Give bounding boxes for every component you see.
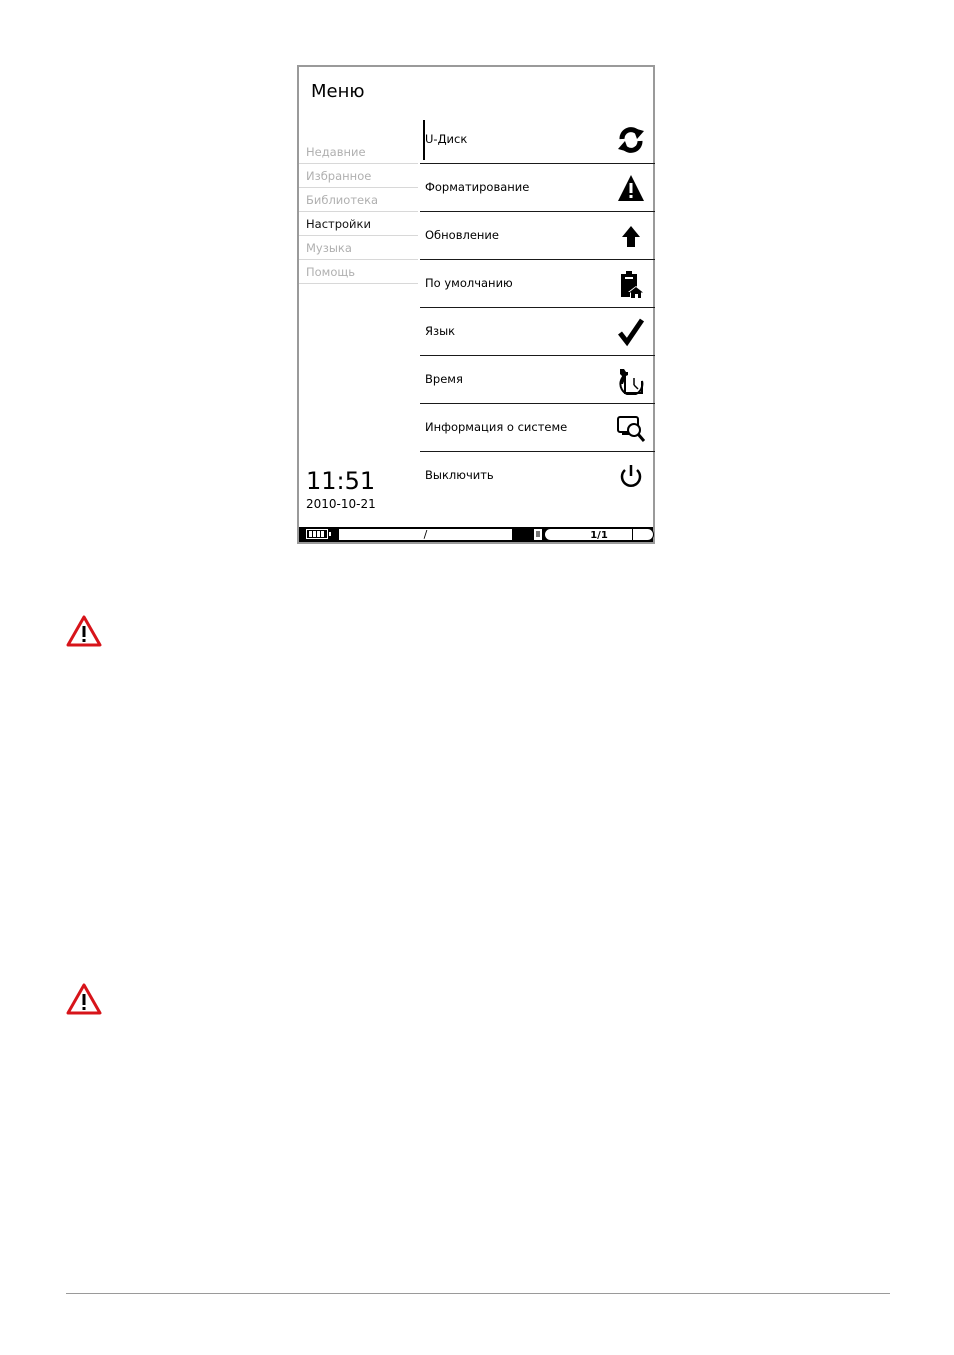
arrow-up-icon — [617, 221, 645, 251]
settings-item-u-disk[interactable] — [420, 116, 655, 164]
settings-item-label: Обновление — [425, 228, 499, 242]
sync-icon — [617, 125, 645, 155]
warning-icon — [617, 173, 645, 203]
warning-icon — [66, 983, 102, 1015]
device-screen — [297, 65, 655, 544]
settings-item-label: U-Диск — [425, 132, 468, 146]
settings-item-language[interactable] — [420, 308, 655, 356]
left-menu-item-music[interactable]: Музыка — [299, 236, 418, 260]
clipboard-home-icon — [617, 269, 645, 299]
path-field: / — [339, 529, 512, 540]
battery-icon — [306, 529, 328, 539]
settings-item-power-off[interactable] — [420, 452, 655, 499]
status-bar — [299, 527, 653, 542]
settings-item-default[interactable] — [420, 260, 655, 308]
settings-item-label: Выключить — [425, 468, 494, 482]
sd-card-icon — [534, 529, 542, 540]
settings-item-system-info[interactable] — [420, 404, 655, 452]
settings-item-label: Форматирование — [425, 180, 530, 194]
left-menu-item-favorites[interactable]: Избранное — [299, 164, 418, 188]
power-icon — [617, 461, 645, 491]
system-info-icon — [617, 413, 645, 443]
settings-item-update[interactable] — [420, 212, 655, 260]
left-menu-item-recent[interactable]: Недавние — [299, 140, 418, 164]
settings-item-label: По умолчанию — [425, 276, 513, 290]
left-menu — [299, 140, 418, 284]
settings-item-time[interactable] — [420, 356, 655, 404]
settings-item-label: Информация о системе — [425, 420, 568, 434]
left-menu-item-library[interactable]: Библиотека — [299, 188, 418, 212]
clock-date: 2010-10-21 — [306, 497, 376, 511]
settings-item-label: Время — [425, 372, 463, 386]
clock-time: 11:51 — [306, 467, 376, 495]
page-indicator: 1/1 — [544, 528, 654, 541]
warning-icon — [66, 615, 102, 647]
settings-item-label: Язык — [425, 324, 456, 338]
checkmark-icon — [617, 317, 645, 347]
menu-title: Меню — [311, 81, 365, 102]
clock-wrench-icon — [617, 365, 645, 395]
settings-item-format[interactable] — [420, 164, 655, 212]
footer-divider — [66, 1293, 890, 1294]
left-menu-item-settings[interactable]: Настройки — [299, 212, 418, 236]
settings-list — [420, 116, 655, 499]
left-menu-item-help[interactable]: Помощь — [299, 260, 418, 284]
